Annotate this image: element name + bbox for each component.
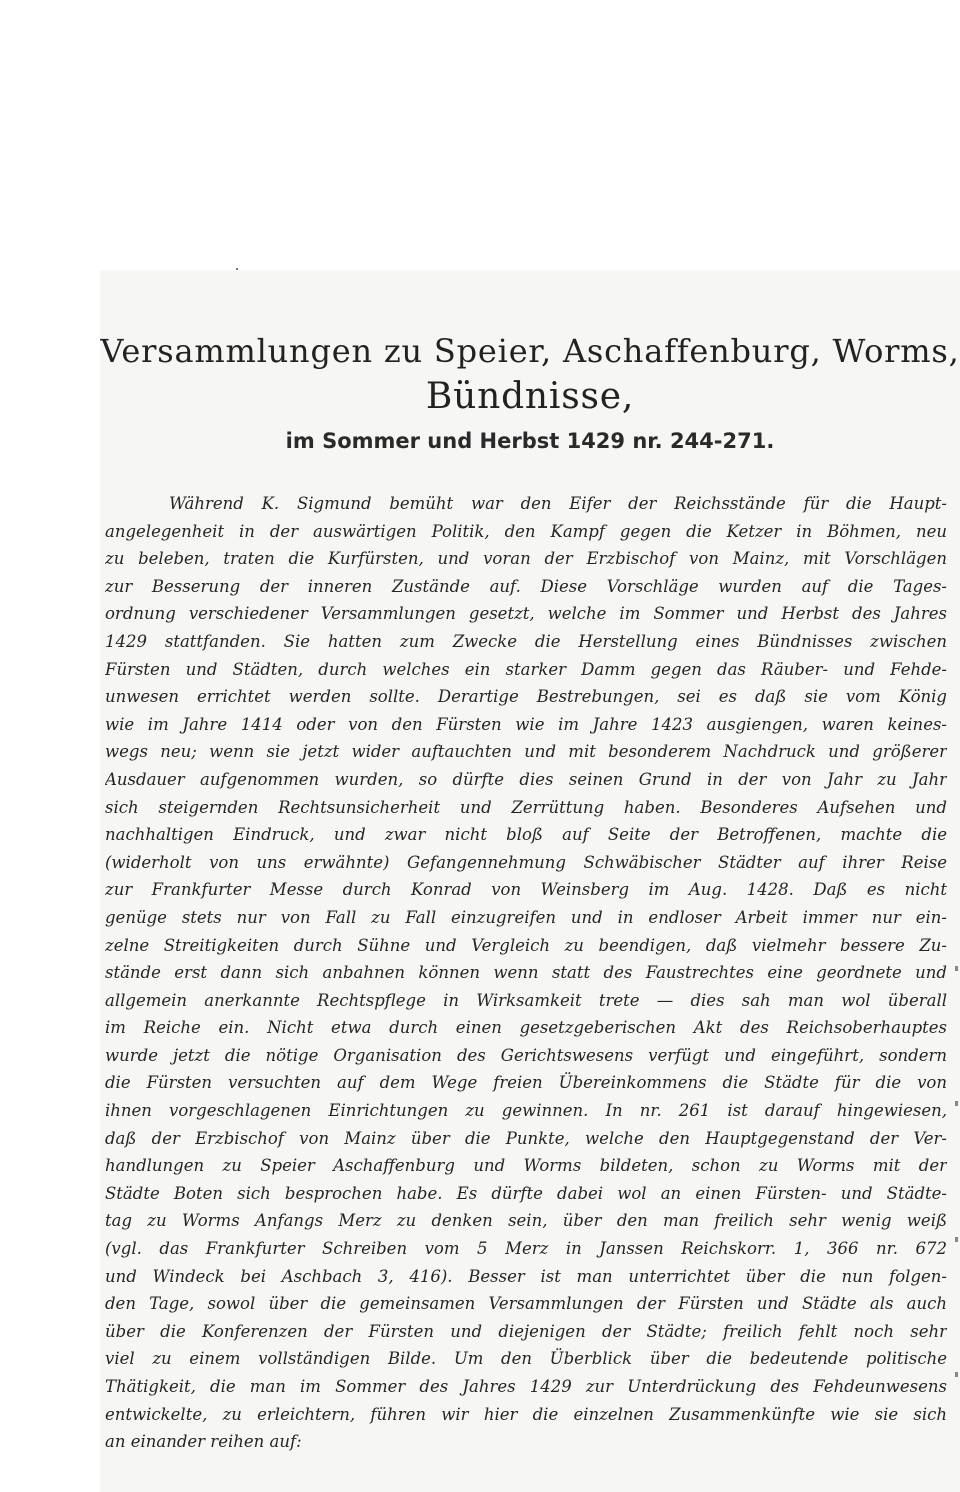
body-line: wegs neu; wenn sie jetzt wider auftauchten und mit besonderem Nachdruck und größerer xyxy=(105,742,947,762)
body-line: (vgl. das Frankfurter Schreiben vom 5 Merz in Janssen Reichskorr. 1, 366 nr. 672 xyxy=(105,1239,947,1259)
scan-speck xyxy=(236,268,238,270)
body-line: an einander reihen auf: xyxy=(105,1432,302,1452)
body-line: Städte Boten sich besprochen habe. Es dürfte dabei wol an einen Fürsten- und Städte- xyxy=(105,1183,947,1203)
body-line: wurde jetzt die nötige Organisation des Gerichtswesens verfügt und eingeführt, sondern xyxy=(105,1045,947,1065)
body-line: zur Frankfurter Messe durch Konrad von Weinsberg im Aug. 1428. Daß es nicht xyxy=(105,880,947,900)
body-line: 1429 stattfanden. Sie hatten zum Zwecke die Herstellung eines Bündnisses zwischen xyxy=(105,631,947,651)
body-line: handlungen zu Speier Aschaffenburg und Worms bildeten, schon zu Worms mit der xyxy=(105,1156,947,1176)
body-line: viel zu einem vollständigen Bilde. Um den Überblick über die bedeutende politische xyxy=(105,1349,947,1369)
body-line: zu beleben, traten die Kurfürsten, und voran der Erzbischof von Mainz, mit Vorschlägen xyxy=(105,549,947,569)
body-line: und Windeck bei Aschbach 3, 416). Besser ist man unterrichtet über die nun folgen- xyxy=(105,1266,947,1286)
body-line: zur Besserung der inneren Zustände auf. Diese Vorschläge wurden auf die Tages- xyxy=(105,576,947,596)
body-line: ihnen vorgeschlagenen Einrichtungen zu gewinnen. In nr. 261 ist darauf hingewiesen, xyxy=(105,1101,947,1121)
title-line-1: Versammlungen zu Speier, Aschaffenburg, Worms, xyxy=(100,332,960,370)
body-line: wie im Jahre 1414 oder von den Fürsten wie im Jahre 1423 ausgiengen, waren keines- xyxy=(105,714,947,734)
body-line: stände erst dann sich anbahnen können wenn statt des Faustrechtes eine geordnete und xyxy=(105,963,947,983)
body-line: über die Konferenzen der Fürsten und diejenigen der Städte; freilich fehlt noch sehr xyxy=(105,1321,947,1341)
body-line: daß der Erzbischof von Mainz über die Punkte, welche den Hauptgegenstand der Ver- xyxy=(105,1128,947,1148)
margin-mark xyxy=(955,1372,958,1377)
page-title xyxy=(100,328,960,420)
margin-mark xyxy=(955,966,958,971)
body-line: nachhaltigen Eindruck, und zwar nicht bloß auf Seite der Betroffenen, machte die xyxy=(105,825,947,845)
body-line: genüge stets nur von Fall zu Fall einzugreifen und in endloser Arbeit immer nur ein- xyxy=(105,907,947,927)
body-line: tag zu Worms Anfangs Merz zu denken sein, über den man freilich sehr wenig weiß xyxy=(105,1211,947,1231)
page-subtitle: im Sommer und Herbst 1429 nr. 244-271. xyxy=(285,429,775,453)
body-line: (widerholt von uns erwähnte) Gefangennehmung Schwäbischer Städter auf ihrer Reise xyxy=(105,852,947,872)
body-line: die Fürsten versuchten auf dem Wege freien Übereinkommens die Städte für die von xyxy=(105,1073,947,1093)
body-line: zelne Streitigkeiten durch Sühne und Vergleich zu beendigen, daß vielmehr bessere Zu- xyxy=(105,935,947,955)
body-line: allgemein anerkannte Rechtspflege in Wirksamkeit trete — dies sah man wol überall xyxy=(105,990,947,1010)
body-line: ordnung verschiedener Versammlungen gesetzt, welche im Sommer und Herbst des Jahres xyxy=(105,604,947,624)
body-line: den Tage, sowol über die gemeinsamen Versammlungen der Fürsten und Städte als auch xyxy=(105,1294,947,1314)
body-line: Thätigkeit, die man im Sommer des Jahres 1429 zur Unterdrückung des Fehdeunwesens xyxy=(105,1377,947,1396)
title-line-2: Bündnisse, xyxy=(425,376,635,417)
body-line: sich steigernden Rechtsunsicherheit und Zerrüttung haben. Besonderes Aufsehen und xyxy=(105,797,947,817)
body-line: Während K. Sigmund bemüht war den Eifer der Reichsstände für die Haupt- xyxy=(169,494,947,513)
body-line: entwickelte, zu erleichtern, führen wir hier die einzelnen Zusammenkünfte wie sie sich xyxy=(105,1404,947,1424)
body-line: im Reiche ein. Nicht etwa durch einen gesetzgeberischen Akt des Reichsoberhauptes xyxy=(105,1018,947,1038)
body-line: unwesen errichtet werden sollte. Derartige Bestrebungen, sei es daß sie vom König xyxy=(105,687,947,707)
margin-mark xyxy=(955,1101,958,1106)
body-paragraph xyxy=(105,490,947,1456)
margin-mark xyxy=(955,1237,958,1242)
body-line: Ausdauer aufgenommen wurden, so dürfte dies seinen Grund in der von Jahr zu Jahr xyxy=(105,769,947,789)
body-line: Fürsten und Städten, durch welches ein starker Damm gegen das Räuber- und Fehde- xyxy=(105,659,947,679)
body-line: angelegenheit in der auswärtigen Politik, den Kampf gegen die Ketzer in Böhmen, neu xyxy=(105,521,947,541)
